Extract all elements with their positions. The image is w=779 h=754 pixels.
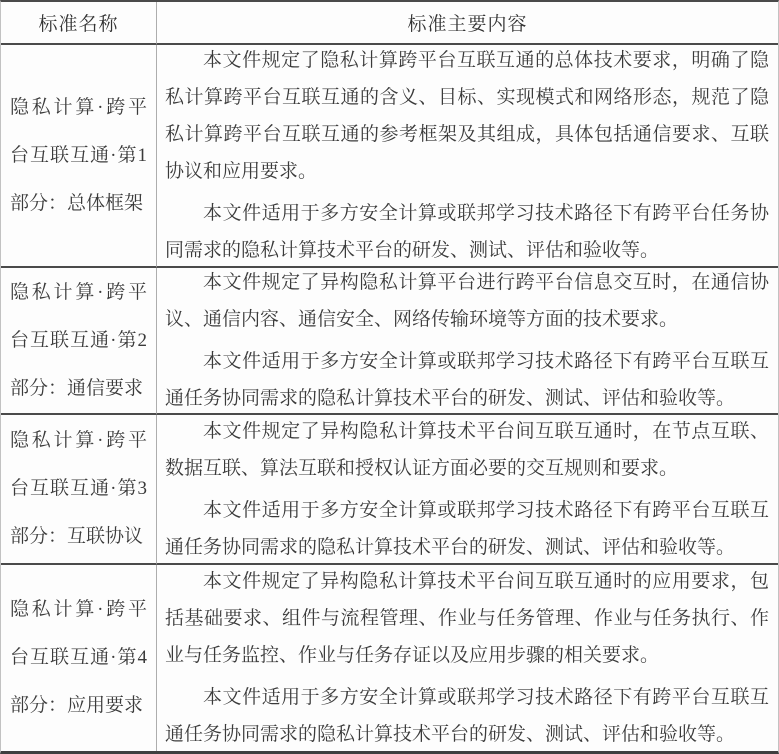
header-main-content: 标准主要内容 bbox=[157, 2, 778, 45]
table-row-1-name-cell bbox=[1, 45, 157, 268]
header-standard-name: 标准名称 bbox=[1, 2, 157, 45]
standard-applicability-paragraph: 本文件适用于多方安全计算或联邦学习技术路径下有跨平台互联互通任务协同需求的隐私计算技术平台的研发、测试、评估和验收等。 bbox=[165, 687, 769, 745]
standard-scope-paragraph: 本文件规定了隐私计算跨平台互联互通的总体技术要求，明确了隐私计算跨平台互联互通的含义、目标、实现模式和网络形态，规范了隐私计算跨平台互联互通的参考框架及其组成，具体包括通信要求、互联协议和应用要求。 bbox=[165, 50, 769, 182]
standard-applicability-paragraph: 本文件适用于多方安全计算或联邦学习技术路径下有跨平台互联互通任务协同需求的隐私计算技术平台的研发、测试、评估和验收等。 bbox=[165, 351, 769, 409]
table-row-3-name-cell bbox=[1, 415, 157, 565]
table-row-4-content-cell bbox=[157, 565, 778, 751]
table-row-3-content-cell bbox=[157, 415, 778, 565]
standard-applicability-paragraph: 本文件适用于多方安全计算或联邦学习技术路径下有跨平台互联互通任务协同需求的隐私计算技术平台的研发、测试、评估和验收等。 bbox=[165, 499, 769, 558]
standard-name: 隐私计算·跨平台互联互通·第1部分：总体框架 bbox=[10, 96, 147, 214]
table-row-2-name-cell bbox=[1, 268, 157, 415]
standard-name: 隐私计算·跨平台互联互通·第4部分：应用要求 bbox=[10, 599, 147, 716]
standard-scope-paragraph: 本文件规定了异构隐私计算技术平台间互联互通时，在节点互联、数据互联、算法互联和授权认证方面必要的交互规则和要求。 bbox=[165, 420, 769, 479]
table-row-2-content-cell bbox=[157, 268, 778, 415]
standard-name: 隐私计算·跨平台互联互通·第2部分：通信要求 bbox=[10, 281, 147, 399]
standard-name: 隐私计算·跨平台互联互通·第3部分：互联协议 bbox=[10, 430, 147, 547]
standard-applicability-paragraph: 本文件适用于多方安全计算或联邦学习技术路径下有跨平台任务协同需求的隐私计算技术平台的研发、测试、评估和验收等。 bbox=[165, 203, 769, 261]
table-row-1-content-cell bbox=[157, 45, 778, 268]
standard-scope-paragraph: 本文件规定了异构隐私计算平台进行跨平台信息交互时，在通信协议、通信内容、通信安全、网络传输环境等方面的技术要求。 bbox=[165, 272, 769, 330]
standard-scope-paragraph: 本文件规定了异构隐私计算技术平台间互联互通时的应用要求，包括基础要求、组件与流程管理、作业与任务管理、作业与任务执行、作业与任务监控、作业与任务存证以及应用步骤的相关要求。 bbox=[165, 571, 769, 666]
table-row-4-name-cell bbox=[1, 565, 157, 751]
